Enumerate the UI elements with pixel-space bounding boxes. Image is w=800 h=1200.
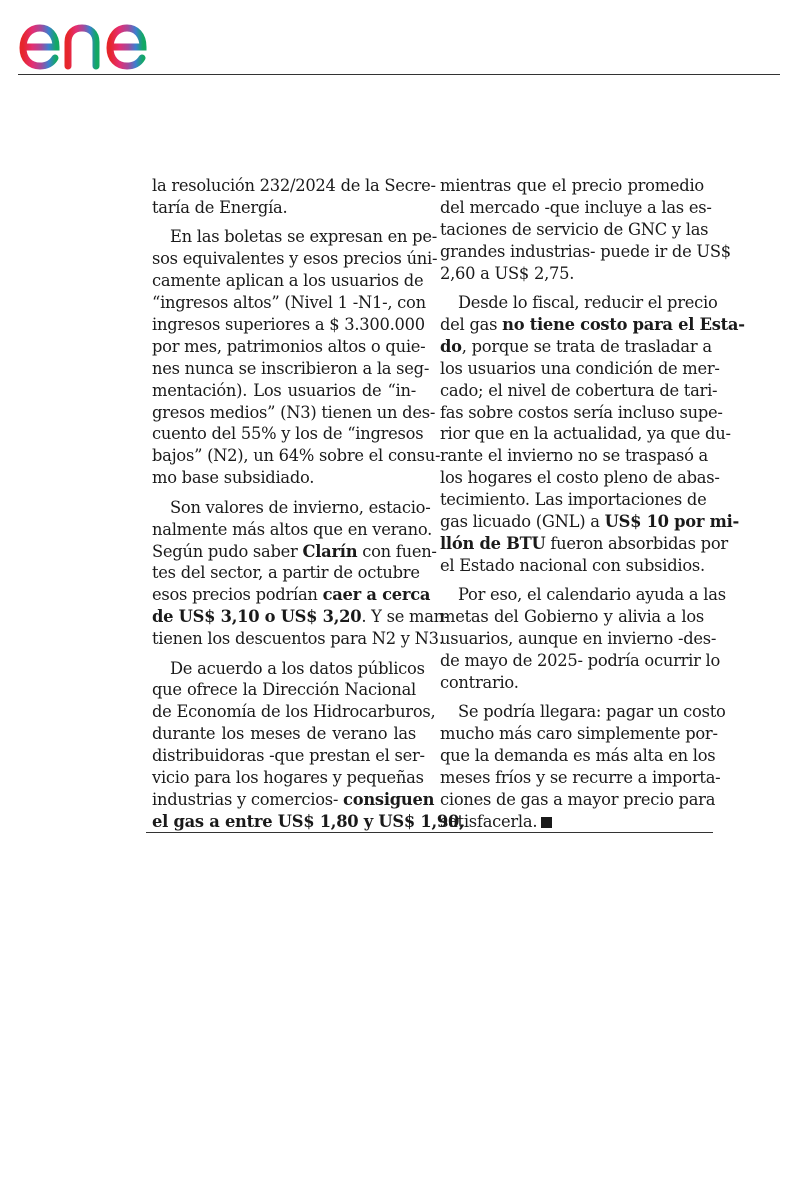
paragraph-gap	[152, 489, 416, 497]
text-run: tienen los descuentos para N2 y N3.	[152, 629, 444, 649]
text-run: el Estado nacional con subsidios.	[440, 555, 705, 575]
bold-text: consiguen	[343, 789, 435, 809]
bold-text: US$ 10 por mi-	[604, 512, 740, 532]
text-line	[152, 701, 436, 723]
text-run: del gas	[440, 314, 503, 334]
text-run: gresos medios” (N3) tienen un des-	[152, 402, 436, 422]
text-line	[152, 658, 425, 680]
text-run: cuento del 55% y los de “ingresos	[152, 424, 424, 444]
text-run: esos precios podrían	[152, 585, 323, 605]
text-line	[152, 197, 416, 219]
text-run: contrario.	[440, 672, 519, 692]
text-line	[152, 270, 424, 292]
bold-text: llón de BTU	[440, 534, 546, 553]
text-run: vicio para los hogares y pequeñas	[152, 768, 424, 788]
text-run: tes del sector, a partir de octubre	[152, 563, 420, 583]
text-run: los hogares el costo pleno de abas-	[440, 468, 720, 488]
bold-text: de US$ 3,10 o US$ 3,20	[152, 607, 362, 627]
text-run: satisfacerla.	[440, 811, 538, 831]
text-line	[440, 241, 731, 263]
text-line	[440, 606, 704, 628]
bold-text: Clarín	[302, 541, 358, 561]
text-line	[152, 402, 436, 424]
text-line	[440, 555, 704, 577]
text-run: cado; el nivel de cobertura de tari-	[440, 380, 718, 400]
text-run: con fuen-	[357, 541, 437, 561]
text-run: gas licuado (GNL) a	[440, 512, 605, 532]
text-run: tecimiento. Las importaciones de	[440, 490, 707, 510]
text-line	[440, 789, 716, 811]
text-line	[440, 467, 720, 489]
text-line	[440, 511, 740, 533]
text-run: los usuarios una condición de mer-	[440, 358, 720, 378]
text-run: industrias y comercios-	[152, 789, 344, 809]
text-line	[152, 314, 425, 336]
text-line	[152, 336, 426, 358]
bold-text: do	[440, 336, 462, 356]
text-line	[440, 701, 726, 723]
text-line	[152, 175, 436, 197]
text-line	[440, 767, 721, 789]
text-run: rior que en la actualidad, ya que du-	[440, 424, 731, 444]
text-run: durante los meses de verano las	[152, 724, 416, 744]
text-run: Según pudo saber	[152, 541, 303, 561]
text-line	[152, 606, 450, 628]
text-run: meses fríos y se recurre a importa-	[440, 768, 721, 788]
text-run: “ingresos altos” (Nivel 1 -N1-, con	[152, 293, 426, 313]
text-line	[440, 445, 709, 467]
article-column-right	[440, 175, 745, 833]
text-run: En las boletas se expresan en pe-	[170, 227, 437, 247]
text-line	[152, 519, 433, 541]
text-line	[440, 489, 707, 511]
text-run: mentación). Los usuarios de “in-	[152, 380, 416, 400]
text-line	[152, 628, 444, 650]
text-run: usuarios, aunque en invierno -des-	[440, 629, 717, 649]
text-run: 2,60 a US$ 2,75.	[440, 263, 575, 283]
text-run: de mayo de 2025- podría ocurrir lo	[440, 651, 721, 671]
text-run: Desde lo fiscal, reducir el precio	[458, 293, 718, 313]
text-line	[152, 467, 416, 489]
text-run: mucho más caro simplemente por-	[440, 724, 718, 744]
text-line	[440, 672, 704, 694]
text-line	[152, 562, 420, 584]
end-of-article-mark	[541, 817, 552, 828]
text-line	[440, 292, 718, 314]
text-run: sos equivalentes y esos precios úni-	[152, 249, 438, 269]
paragraph-gap	[440, 577, 704, 585]
text-line	[440, 197, 712, 219]
text-run: que ofrece la Dirección Nacional	[152, 680, 416, 700]
text-run: por mes, patrimonios altos o quie-	[152, 336, 426, 356]
text-line	[440, 423, 731, 445]
text-run: , porque se trata de trasladar a	[461, 336, 712, 356]
text-line	[152, 767, 424, 789]
text-run: camente aplican a los usuarios de	[152, 271, 424, 291]
text-run: que la demanda es más alta en los	[440, 746, 716, 766]
text-line	[440, 650, 721, 672]
text-line	[440, 263, 704, 285]
text-line	[152, 226, 437, 248]
text-line	[152, 541, 437, 563]
text-line	[152, 811, 465, 833]
text-run: rante el invierno no se traspasó a	[440, 446, 709, 466]
text-line	[440, 745, 716, 767]
enel-logo	[18, 2, 193, 70]
text-line	[152, 380, 416, 402]
text-line	[440, 402, 723, 424]
text-run: fas sobre costos sería incluso supe-	[440, 402, 723, 422]
text-run: Por eso, el calendario ayuda a las	[458, 585, 726, 605]
text-line	[152, 358, 430, 380]
text-run: distribuidoras -que prestan el ser-	[152, 746, 425, 766]
text-line	[440, 358, 720, 380]
text-line	[152, 584, 431, 606]
text-run: la resolución 232/2024 de la Secre-	[152, 176, 436, 195]
paragraph-gap	[440, 694, 704, 702]
text-line	[440, 336, 712, 358]
text-run: mientras que el precio promedio	[440, 176, 704, 195]
top-divider	[18, 74, 780, 75]
text-run: metas del Gobierno y alivia a los	[440, 607, 704, 627]
bottom-divider	[146, 832, 713, 833]
text-run: bajos” (N2), un 64% sobre el consu-	[152, 446, 441, 466]
text-line	[440, 584, 726, 606]
text-run: grandes industrias- puede ir de US$	[440, 241, 731, 261]
paragraph-gap	[440, 285, 704, 293]
text-run: . Y se man-	[361, 607, 450, 627]
text-run: mo base subsidiado.	[152, 468, 315, 488]
text-line	[440, 723, 718, 745]
text-line	[440, 811, 704, 833]
text-run: nes nunca se inscribieron a la seg-	[152, 358, 430, 378]
text-run: taciones de servicio de GNC y las	[440, 219, 709, 239]
text-run: Son valores de invierno, estacio-	[170, 497, 431, 517]
text-run: taría de Energía.	[152, 197, 288, 217]
text-run: fueron absorbidas por	[545, 534, 728, 553]
text-line	[440, 380, 718, 402]
text-run: nalmente más altos que en verano.	[152, 519, 433, 539]
text-line	[440, 533, 728, 555]
paragraph-gap	[152, 219, 416, 227]
paragraph-gap	[152, 650, 416, 658]
bold-text: no tiene costo para el Esta-	[502, 314, 745, 334]
text-line	[440, 219, 709, 241]
text-run: del mercado -que incluye a las es-	[440, 197, 712, 217]
text-run: De acuerdo a los datos públicos	[170, 658, 425, 678]
text-line	[152, 423, 424, 445]
text-line	[152, 248, 438, 270]
article-column-left	[152, 175, 465, 833]
bold-text: caer a cerca	[322, 585, 431, 605]
text-line	[440, 628, 717, 650]
text-line	[152, 445, 441, 467]
text-line	[152, 679, 416, 701]
text-run: Se podría llegara: pagar un costo	[458, 702, 726, 722]
text-line	[152, 292, 426, 314]
text-line	[152, 497, 431, 519]
text-run: de Economía de los Hidrocarburos,	[152, 702, 436, 722]
text-line	[440, 314, 745, 336]
text-line	[152, 723, 416, 745]
bold-text: el gas a entre US$ 1,80 y US$ 1,90,	[152, 811, 465, 831]
text-run: ingresos superiores a $ 3.300.000	[152, 314, 425, 334]
text-line	[152, 789, 435, 811]
text-run: ciones de gas a mayor precio para	[440, 789, 716, 809]
text-line	[152, 745, 425, 767]
text-line	[440, 175, 704, 197]
